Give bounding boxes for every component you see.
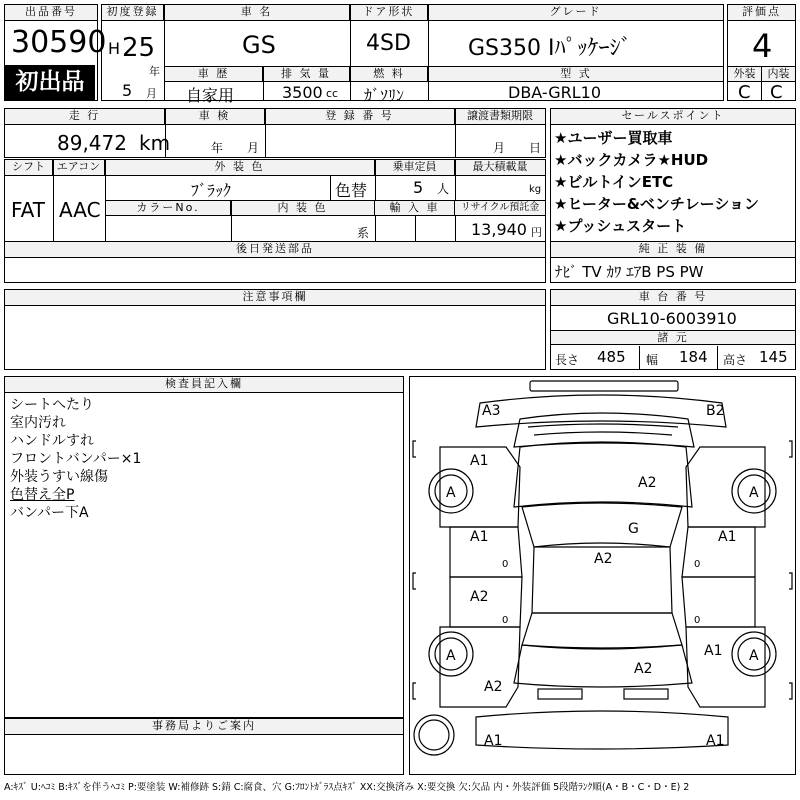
inspector-note: シートへたり	[10, 397, 94, 413]
height-value: 145	[759, 348, 788, 366]
width-value: 184	[679, 348, 708, 366]
mark-a2-left-rear-quarter: A2	[484, 679, 503, 695]
mark-a2-hood: A2	[638, 475, 657, 491]
score-label: 評価点	[728, 5, 795, 21]
mark-a1-front-left: A1	[470, 453, 489, 469]
door-type: 4SD	[366, 31, 411, 56]
shift-label: シフト	[5, 160, 53, 176]
inspector-label: 検査員記入欄	[5, 377, 403, 393]
repaint-mark: 色替	[335, 181, 368, 200]
inspector-note: フロントバンパー×1	[10, 451, 142, 467]
first-listing-badge: 初出品	[5, 65, 95, 100]
transfer-doc-label: 譲渡書類期限	[455, 109, 545, 125]
month-unit: 月	[146, 87, 157, 100]
model: DBA-GRL10	[508, 83, 602, 102]
mark-zero-left-front: 0	[502, 559, 509, 570]
exterior-grade: C	[738, 82, 751, 103]
car-diagram-box	[409, 376, 796, 775]
car-diagram	[410, 377, 795, 774]
displacement-unit: cc	[326, 87, 339, 100]
fuel-label: 燃 料	[351, 67, 428, 82]
car-name: GS	[242, 31, 276, 59]
sales-point: ★バックカメラ★HUD	[554, 151, 709, 169]
width-label: 幅	[646, 353, 659, 367]
equipment-box	[550, 241, 796, 283]
inspector-note: 外装うすい線傷	[10, 469, 108, 485]
int-color-unit: 系	[357, 226, 370, 240]
dimensions-label: 諸 元	[551, 330, 795, 345]
inspector-note: ハンドルすれ	[10, 433, 94, 449]
mark-a-left-rear-tire: A	[446, 648, 456, 664]
mark-g-windshield: G	[628, 521, 639, 537]
inspector-box	[4, 376, 404, 718]
vehicle-info-box	[101, 4, 724, 105]
mark-zero-left-rear: 0	[502, 615, 509, 626]
mark-b2: B2	[706, 403, 725, 419]
sales-point: ★ヒーター&ベンチレーション	[554, 195, 760, 213]
transfer-month-unit: 月	[493, 141, 506, 155]
inspection-label: 車 検	[165, 109, 265, 125]
capacity: 5	[413, 178, 424, 197]
inspector-note: 色替え全P	[10, 487, 75, 503]
exterior-grade-label: 外装	[728, 67, 761, 82]
recycle-unit: 円	[531, 226, 542, 239]
max-load-unit: kg	[529, 184, 542, 195]
ac-label: エアコン	[53, 160, 105, 176]
transfer-day-unit: 日	[529, 141, 542, 155]
shift: FAT	[11, 198, 46, 222]
later-parts-label: 後日発送部品	[5, 242, 545, 258]
year: 25	[122, 33, 156, 63]
grade-label: グレード	[428, 5, 723, 21]
first-reg-label: 初度登録	[102, 5, 164, 21]
sales-point: ★プッシュスタート	[554, 217, 687, 235]
history-label: 車 歴	[165, 67, 263, 82]
mileage-unit: km	[139, 131, 171, 155]
displacement-label: 排 気 量	[263, 67, 350, 82]
sales-point: ★ユーザー買取車	[554, 129, 673, 147]
later-parts-box	[4, 241, 546, 283]
chassis-box	[550, 289, 796, 370]
chassis-label: 車 台 番 号	[551, 290, 795, 306]
mark-a1-right-front-door: A1	[718, 529, 737, 545]
mileage: 89,472	[57, 131, 127, 155]
mark-a2-trunk: A2	[634, 661, 653, 677]
mark-a-right-front-tire: A	[749, 485, 759, 501]
model-label: 型 式	[429, 67, 723, 82]
mark-a3: A3	[482, 403, 501, 419]
ext-color: ﾌﾞﾗｯｸ	[191, 181, 232, 200]
length-label: 長さ	[555, 353, 580, 367]
ac: AAC	[59, 198, 101, 222]
max-load-label: 最大積載量	[455, 160, 545, 176]
damage-legend: A:ｷｽﾞ U:ﾍｺﾐ B:ｷｽﾞを伴うﾍｺﾐ P:要塗装 W:補修跡 S:錆 C:腐食、穴 G:ﾌﾛﾝﾄｶﾞﾗｽ点ｷｽﾞ XX:交換済み X:要交換 欠:欠品 内・外装評価 5段階ﾗﾝｸ順(A・B・C・D・E) 2	[4, 782, 690, 793]
mark-a1-rear-right: A1	[706, 733, 725, 749]
door-label: ドア形状	[350, 5, 428, 21]
equipment-label: 純 正 装 備	[551, 242, 795, 258]
mileage-box	[4, 108, 546, 158]
interior-grade: C	[770, 82, 783, 103]
score: 4	[752, 27, 773, 65]
recycle-label: リサイクル預託金	[455, 201, 545, 216]
sales-points-box	[550, 108, 796, 242]
reg-number-label: 登 録 番 号	[265, 109, 455, 125]
inspection-year-unit: 年	[211, 141, 224, 155]
lot-number-label: 出品番号	[5, 5, 97, 21]
notice-box	[4, 289, 546, 370]
office-box	[4, 718, 404, 775]
sales-points-label: セールスポイント	[551, 109, 795, 125]
score-box	[727, 4, 796, 101]
chassis-number: GRL10-6003910	[607, 309, 737, 328]
interior-grade-label: 内装	[762, 67, 795, 82]
int-color-label: 内 装 色	[231, 201, 375, 216]
lot-number: 30590	[11, 25, 107, 60]
fuel: ｶﾞｿﾘﾝ	[364, 86, 405, 105]
grade: GS350 Iﾊﾟｯｹｰｼﾞ	[468, 36, 632, 61]
color-no-label: カラーNo.	[106, 201, 231, 216]
inspector-note: 室内汚れ	[10, 415, 66, 431]
car-name-label: 車 名	[164, 5, 350, 21]
inspector-note: バンパー下A	[10, 505, 89, 521]
office-label: 事務局よりご案内	[5, 719, 403, 735]
year-unit: 年	[149, 65, 160, 78]
mark-a-left-front-tire: A	[446, 485, 456, 501]
equipment-value: ﾅﾋﾞ TV ｶﾜ ｴｱB PS PW	[555, 263, 704, 281]
length-value: 485	[597, 348, 626, 366]
mileage-label: 走 行	[5, 109, 165, 125]
mark-a2-left-rear-door: A2	[470, 589, 489, 605]
import-label: 輸 入 車	[375, 201, 455, 216]
spec-box	[4, 159, 546, 242]
mark-zero-right-rear: 0	[694, 615, 701, 626]
history: 自家用	[186, 86, 235, 105]
notice-label: 注意事項欄	[5, 290, 545, 306]
inspection-month-unit: 月	[247, 141, 260, 155]
mark-a2-roof: A2	[594, 551, 613, 567]
capacity-unit: 人	[437, 182, 450, 196]
mark-a-right-rear-tire: A	[749, 648, 759, 664]
era: H	[108, 39, 121, 58]
height-label: 高さ	[723, 353, 748, 367]
mark-zero-right-front: 0	[694, 559, 701, 570]
ext-color-label: 外 装 色	[105, 160, 375, 176]
sales-point: ★ビルトインETC	[554, 173, 674, 191]
mark-a1-left-front-door: A1	[470, 529, 489, 545]
recycle: 13,940	[471, 220, 527, 239]
capacity-label: 乗車定員	[375, 160, 455, 176]
month: 5	[122, 81, 133, 100]
mark-a1-rear-left: A1	[484, 733, 503, 749]
displacement: 3500	[282, 83, 323, 102]
mark-a1-right-rear: A1	[704, 643, 723, 659]
